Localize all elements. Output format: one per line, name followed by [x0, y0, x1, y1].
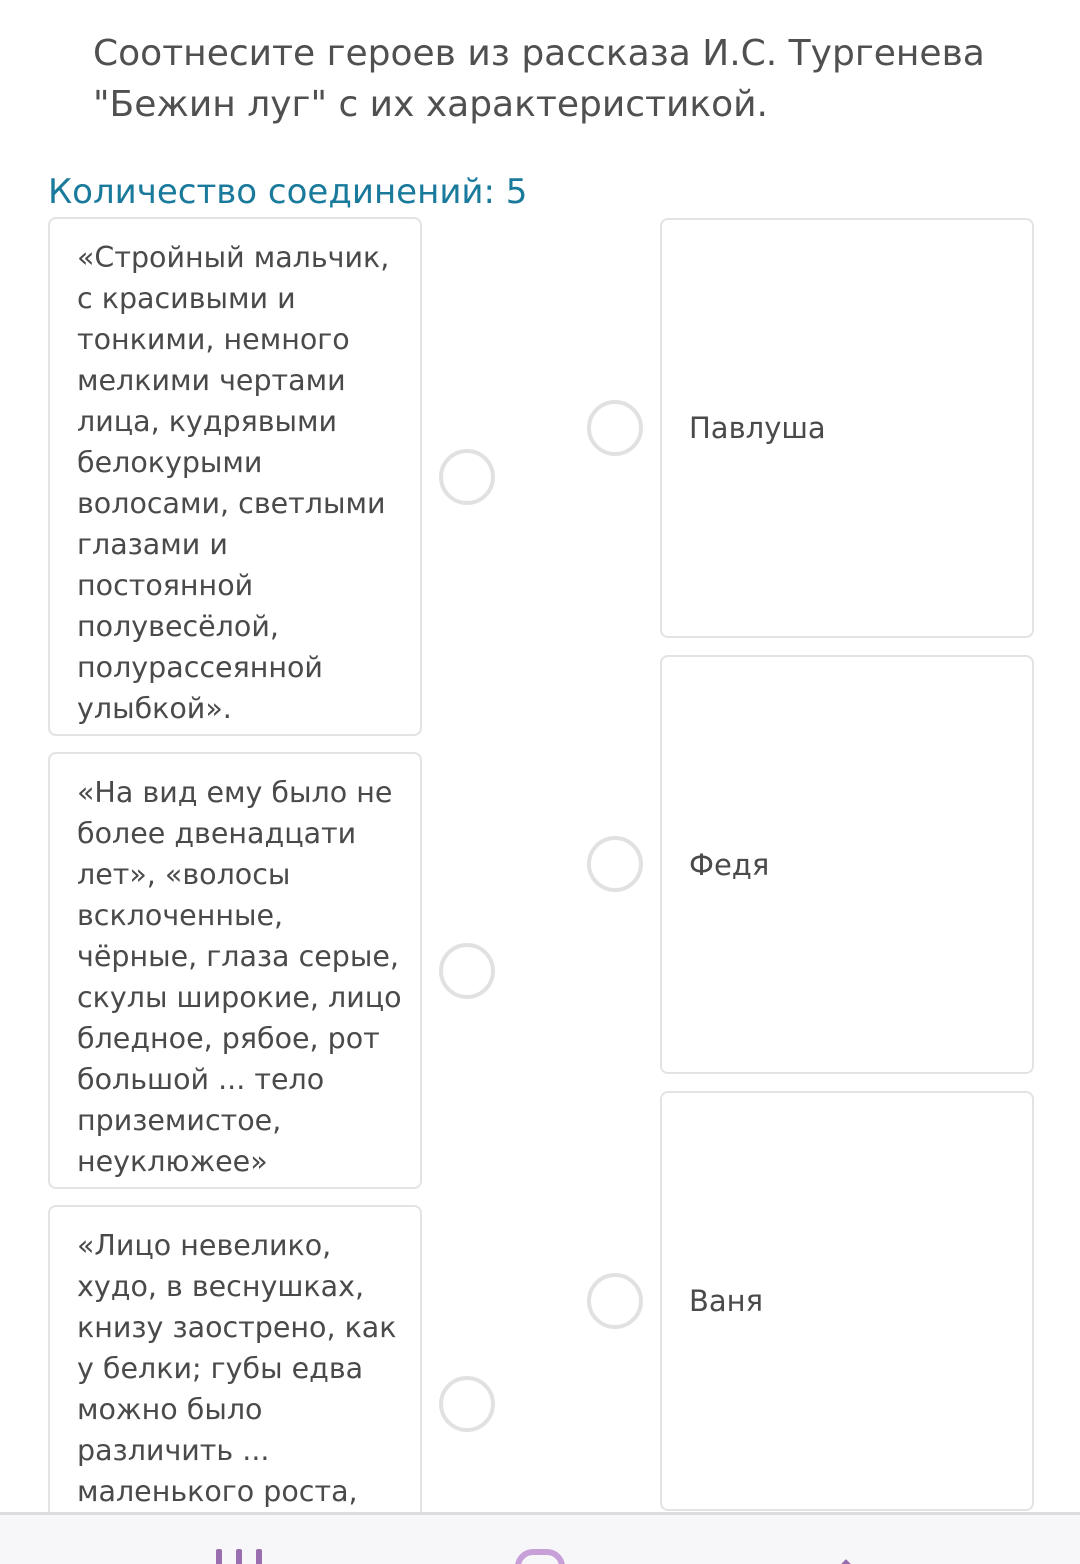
characteristic-text: «Стройный мальчик, с красивыми и тонкими, немного мелкими чертами лица, кудрявыми белокурыми волосами, светлыми глазами и постоянной полувесёлой, полурассеянной улыбкой». [77, 241, 390, 725]
system-navigation-bar [0, 1512, 1080, 1564]
hero-name: Ваня [689, 1284, 764, 1318]
left-connector-radio[interactable] [439, 1376, 495, 1432]
recent-apps-icon[interactable] [216, 1549, 262, 1564]
connections-count: Количество соединений: 5 [48, 172, 528, 212]
hero-card-vanya[interactable] [660, 1091, 1034, 1511]
characteristic-card[interactable] [48, 217, 422, 736]
right-connector-radio[interactable] [587, 836, 643, 892]
characteristic-card[interactable] [48, 1205, 422, 1535]
home-icon[interactable] [515, 1549, 565, 1564]
hero-card-fedya[interactable] [660, 655, 1034, 1074]
characteristic-text: «На вид ему было не более двенадцати лет», «волосы всклоченные, чёрные, глаза серые, скулы широкие, лицо бледное, рябое, рот большой ... тело приземистое, неуклюжее» [77, 776, 402, 1178]
characteristic-text: «Лицо невелико, худо, в веснушках, книзу заострено, как у белки; губы едва можно было различить ... маленького роста, [77, 1229, 397, 1508]
back-icon[interactable] [826, 1559, 866, 1564]
left-connector-radio[interactable] [439, 943, 495, 999]
hero-card-pavlusha[interactable] [660, 218, 1034, 638]
right-connector-radio[interactable] [587, 400, 643, 456]
question-text: Соотнесите героев из рассказа И.С. Тургенева "Бежин луг" с их характеристикой. [93, 33, 985, 125]
right-connector-radio[interactable] [587, 1273, 643, 1329]
characteristic-card[interactable] [48, 752, 422, 1189]
hero-name: Федя [689, 847, 770, 882]
hero-name: Павлуша [689, 411, 826, 445]
left-connector-radio[interactable] [439, 449, 495, 505]
